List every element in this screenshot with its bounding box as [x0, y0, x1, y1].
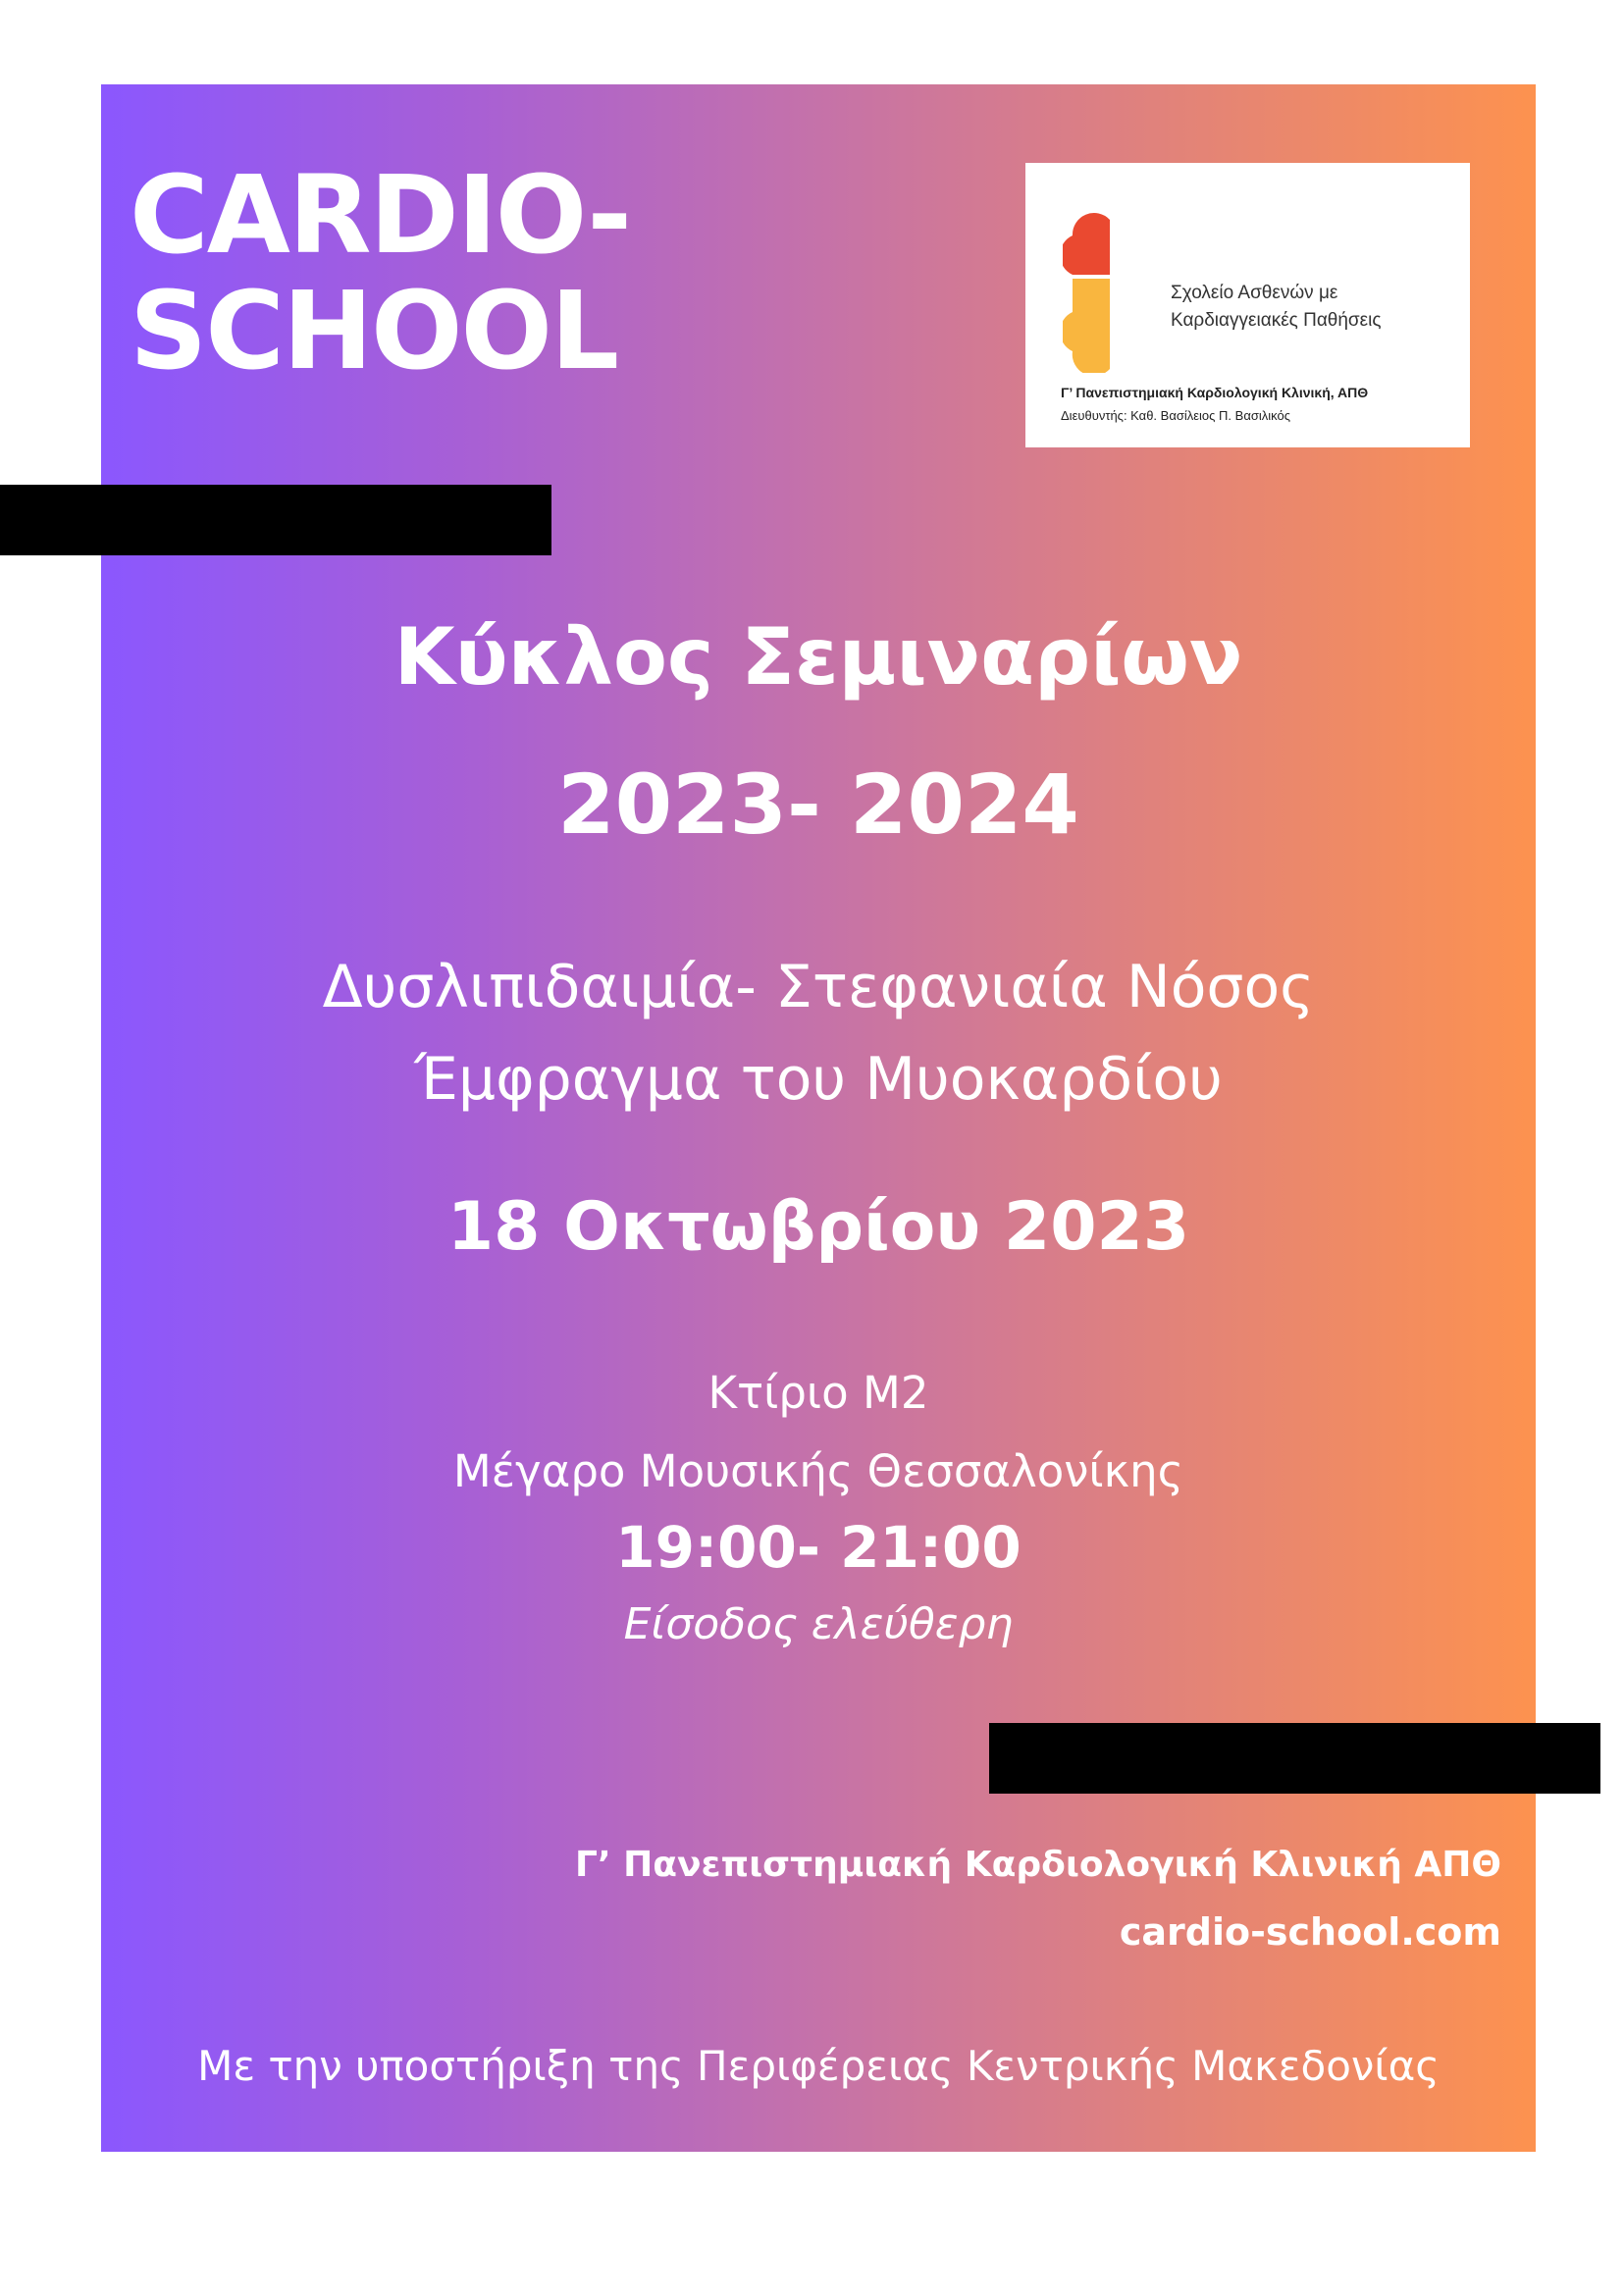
event-venue: Μέγαρο Μουσικής Θεσσαλονίκης	[452, 1445, 1184, 1497]
series-years: 2023- 2024	[557, 757, 1079, 853]
logo-clinic-name: Γ’ Πανεπιστημιακή Καρδιολογική Κλινική, ΑΠΘ	[1061, 385, 1369, 400]
decorative-bar-top	[0, 485, 551, 555]
series-title: Κύκλος Σεμιναρίων	[393, 611, 1243, 703]
event-entry: Είσοδος ελεύθερη	[623, 1599, 1014, 1649]
topic-line-2: Έμφραγμα του Μυοκαρδίου	[414, 1045, 1223, 1114]
logo-subtitle-line-1: Σχολείο Ασθενών με	[1171, 283, 1338, 303]
red-heart-icon	[1063, 183, 1110, 275]
hearts-logo-icon	[1063, 177, 1161, 373]
event-building: Κτίριο Μ2	[707, 1367, 929, 1419]
event-time: 19:00- 21:00	[615, 1514, 1022, 1581]
footer-website[interactable]: cardio-school.com	[1119, 1910, 1501, 1954]
event-date: 18 Οκτωβρίου 2023	[446, 1188, 1190, 1266]
logo-subtitle-line-2: Καρδιαγγειακές Παθήσεις	[1171, 310, 1382, 331]
logo-director: Διευθυντής: Καθ. Βασίλειος Π. Βασιλικός	[1061, 408, 1290, 423]
decorative-bar-bottom	[989, 1723, 1600, 1794]
cardio-school-logo	[1025, 163, 1470, 447]
footer-clinic: Γ’ Πανεπιστημιακή Καρδιολογική Κλινική ΑΠΘ	[575, 1845, 1501, 1885]
brand-line-1: CARDIO-	[130, 152, 631, 278]
brand-title	[130, 152, 631, 393]
footer-support: Με την υποστήριξη της Περιφέρειας Κεντρικής Μακεδονίας	[197, 2042, 1440, 2090]
topic-line-1: Δυσλιπιδαιμία- Στεφανιαία Νόσος	[322, 953, 1315, 1021]
yellow-heart-icon	[1063, 279, 1110, 373]
brand-line-2: SCHOOL	[130, 268, 618, 393]
